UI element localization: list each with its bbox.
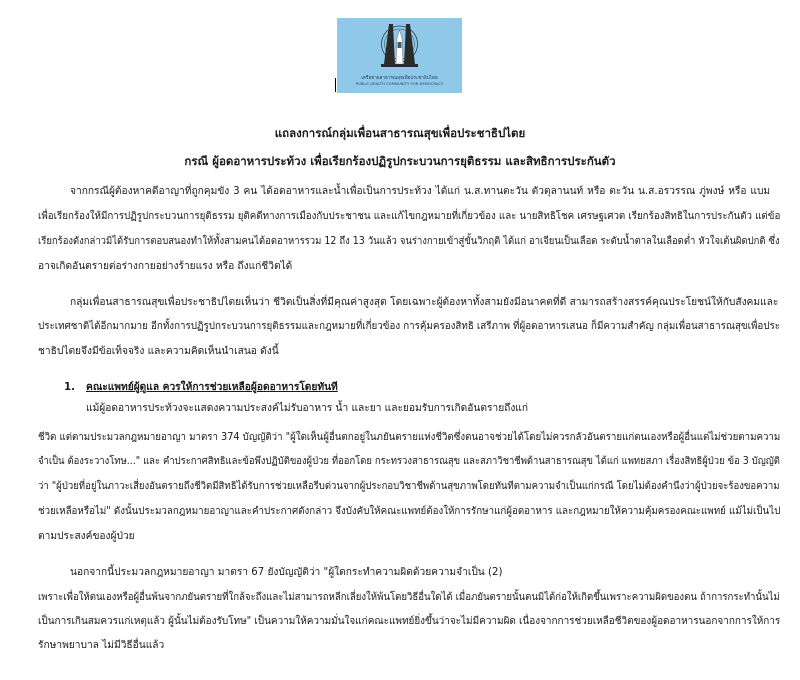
- section-number: 1.: [64, 382, 75, 393]
- page-subtitle: กรณี ผู้อดอาหารประท้วง เพื่อเรียกร้องปฏิรูปกระบวนการยุติธรรม และสิทธิการประกันตัว: [184, 154, 616, 168]
- paragraph-line: ตามประสงค์ของผู้ป่วย: [38, 531, 135, 542]
- paragraph-line: ช่วยเหลือหรือไม่" ดังนั้นประมวลกฎหมายอาญาและคำประกาศดังกล่าว จึงบังคับให้คณะแพทย์ต้องให้การรักษาแก่ผู้อดอาหาร และกฎหมายให้ความคุ้มครองคณะแพทย์ แม้ไม่เป็นไป: [38, 506, 781, 517]
- paragraph-line: เพื่อเรียกร้องให้มีการปฏิรูปกระบวนการยุติธรรม ยุติคดีทางการเมืองกับประชาชน และแก้ไขกฎหมายที่เกี่ยวข้อง และ นายสิทธิโชค เศรษฐเศวต เรียกร้องสิทธิในการประกันตัว แต่ข้อ: [38, 211, 781, 222]
- paragraph-line: ชาธิปไตยจึงมีข้อเท็จจริง และความคิดเห็นนำเสนอ ดังนี้: [38, 346, 279, 357]
- paragraph-line: กลุ่มเพื่อนสาธารณสุขเพื่อประชาธิปไตยเห็นว่า ชีวิตเป็นสิ่งที่มีคุณค่าสูงสุด โดยเฉพาะผู้ต้องหาทั้งสามยังมีอนาคตที่ดี สามารถสร้างสรรค์คุณประโยชน์ให้กับสังคมและ: [70, 297, 779, 308]
- section-heading: คณะแพทย์ผู้ดูแล ควรให้การช่วยเหลือผู้อดอาหารโดยทันที: [86, 382, 338, 393]
- page-title: แถลงการณ์กลุ่มเพื่อนสาธารณสุขเพื่อประชาธิปไตย: [274, 126, 526, 140]
- organization-logo: [337, 18, 462, 93]
- logo-text-english: PUBLIC HEALTH COMMUNITY FOR DEMOCRACY: [355, 82, 444, 86]
- logo-text-thai: เครือข่ายสาธารณสุขเพื่อประชาธิปไตย: [361, 76, 438, 81]
- paragraph-line: ชีวิต แต่ตามประมวลกฎหมายอาญา มาตรา 374 บัญญัติว่า "ผู้ใดเห็นผู้อื่นตกอยู่ในภยันตรายแห่งชีวิตซึ่งตนอาจช่วยได้โดยไม่ควรกลัวอันตรายแก่ตนเองหรือผู้อื่นแต่ไม่ช่วยตามความ: [38, 432, 781, 443]
- text-cursor: [335, 78, 336, 92]
- paragraph-line: นอกจากนี้ประมวลกฎหมายอาญา มาตรา 67 ยังบัญญัติว่า "ผู้ใดกระทำความผิดด้วยความจำเป็น (2): [70, 567, 503, 578]
- paragraph-line: จากกรณีผู้ต้องหาคดีอาญาที่ถูกคุมขัง 3 คน ได้อดอาหารและน้ำเพื่อเป็นการประท้วง ได้แก่ น.ส.ทานตะวัน ตัวตุลานนท์ หรือ ตะวัน น.ส.อรวรรณ ภู่พงษ์ หรือ แบม: [70, 186, 771, 197]
- paragraph-line: รักษาพยาบาล ไม่มีวิธีอื่นแล้ว: [38, 640, 165, 651]
- paragraph-line: อาจเกิดอันตรายต่อร่างกายอย่างร้ายแรง หรือ ถึงแก่ชีวิตได้: [38, 261, 293, 272]
- paragraph-line: แม้ผู้อดอาหารประท้วงจะแสดงความประสงค์ไม่รับอาหาร น้ำ และยา และยอมรับการเกิดอันตรายถึงแก่: [86, 403, 529, 414]
- logo-emblem-icon: [337, 18, 462, 75]
- paragraph-line: ว่า "ผู้ป่วยที่อยู่ในภาวะเสี่ยงอันตรายถึงชีวิตมีสิทธิได้รับการช่วยเหลือรีบด่วนจากผู้ประกอบวิชาชีพด้านสุขภาพโดยทันทีตามความจำเป็นแก่กรณี โดยไม่ต้องคำนึงว่าผู้ป่วยจะร้องขอความ: [38, 481, 780, 492]
- paragraph-line: เป็นการเกินสมควรแก่เหตุแล้ว ผู้นั้นไม่ต้องรับโทษ" เป็นความให้ความมั่นใจแก่คณะแพทย์ยิ่งขึ้นว่าจะไม่มีความผิด เนื่องจากการช่วยเหลือชีวิตของผู้อดอาหารนอกจากการให้การ: [38, 616, 781, 627]
- paragraph-line: ประเทศชาติได้อีกมากมาย อีกทั้งการปฏิรูปกระบวนการยุติธรรมและกฎหมายที่เกี่ยวข้อง การคุ้มครองสิทธิ เสรีภาพ ที่ผู้อดอาหารเสนอ ก็มีความสำคัญ กลุ่มเพื่อนสาธารณสุขเพื่อประ: [38, 321, 781, 332]
- paragraph-line: จำเป็น ต้องระวางโทษ..." และ คำประกาศสิทธิและข้อพึงปฏิบัติของผู้ป่วย ที่ออกโดย กระทรวงสาธารณสุข และสภาวิชาชีพด้านสาธารณสุข ได้แก่ แพทยสภา เรื่องสิทธิผู้ป่วย ข้อ 3 บัญญัติ: [38, 456, 780, 467]
- paragraph-line: เรียกร้องดังกล่าวมิได้รับการตอบสนองทำให้ทั้งสามคนได้อดอาหารรวม 12 ถึง 13 วันแล้ว จนร่างกายเข้าสู่ขั้นวิกฤติ ได้แก่ อาเจียนเป็นเลือด ระดับน้ำตาลในเลือดต่ำ หัวใจเต้นผิดปกติ ซึ่ง: [38, 236, 780, 247]
- paragraph-line: เพราะเพื่อให้ตนเองหรือผู้อื่นพ้นจากภยันตรายที่ใกล้จะถึงและไม่สามารถหลีกเลี่ยงให้พ้นโดยวิธีอื่นใดได้ เมื่อภยันตรายนั้นตนมิได้ก่อให้เกิดขึ้นเพราะความผิดของตน ถ้าการกระทำนั้นไม่: [38, 592, 780, 603]
